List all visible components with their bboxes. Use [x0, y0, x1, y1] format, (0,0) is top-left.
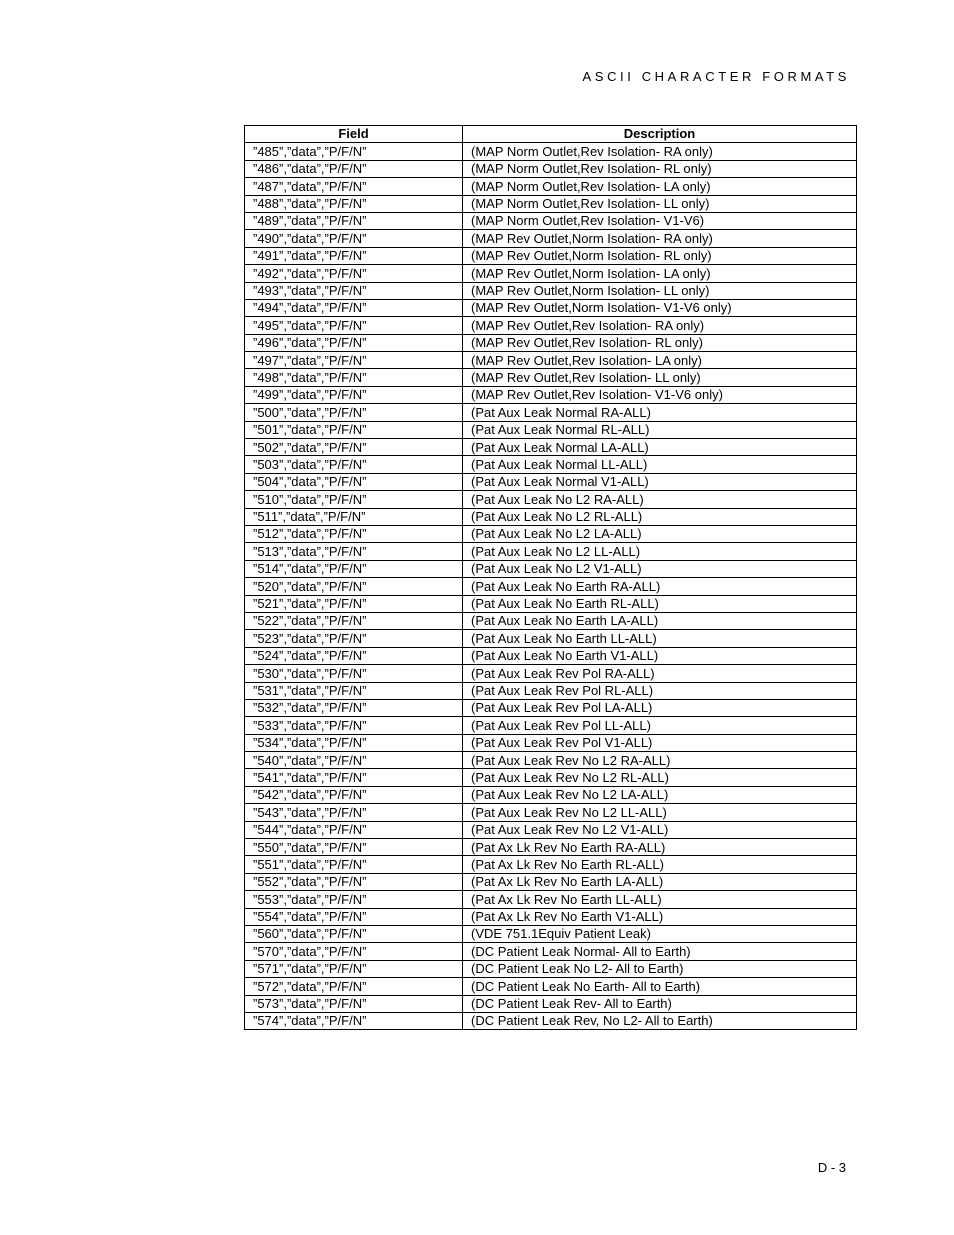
- description-cell: (Pat Aux Leak No L2 V1-ALL): [463, 560, 857, 577]
- table-row: [245, 734, 857, 751]
- table-row: [245, 752, 857, 769]
- table-row: [245, 439, 857, 456]
- field-cell: ”544”,”data”,”P/F/N”: [245, 821, 463, 838]
- description-cell: (Pat Ax Lk Rev No Earth LL-ALL): [463, 891, 857, 908]
- description-cell: (MAP Norm Outlet,Rev Isolation- LA only): [463, 178, 857, 195]
- table-row: [245, 508, 857, 525]
- page-header: ASCII CHARACTER FORMATS: [582, 69, 850, 84]
- field-cell: ”553”,”data”,”P/F/N”: [245, 891, 463, 908]
- field-cell: ”491”,”data”,”P/F/N”: [245, 247, 463, 264]
- field-cell: ”540”,”data”,”P/F/N”: [245, 752, 463, 769]
- field-cell: ”511”,”data”,”P/F/N”: [245, 508, 463, 525]
- description-cell: (Pat Aux Leak Rev No L2 V1-ALL): [463, 821, 857, 838]
- description-cell: (MAP Norm Outlet,Rev Isolation- V1-V6): [463, 212, 857, 229]
- table-row: [245, 282, 857, 299]
- field-cell: ”524”,”data”,”P/F/N”: [245, 647, 463, 664]
- description-cell: (MAP Rev Outlet,Rev Isolation- V1-V6 only): [463, 386, 857, 403]
- table-row: [245, 404, 857, 421]
- field-cell: ”497”,”data”,”P/F/N”: [245, 352, 463, 369]
- field-cell: ”550”,”data”,”P/F/N”: [245, 839, 463, 856]
- field-cell: ”543”,”data”,”P/F/N”: [245, 804, 463, 821]
- table-row: [245, 352, 857, 369]
- field-cell: ”498”,”data”,”P/F/N”: [245, 369, 463, 386]
- column-header-description: Description: [463, 126, 857, 143]
- field-cell: ”521”,”data”,”P/F/N”: [245, 595, 463, 612]
- description-cell: (Pat Aux Leak No L2 LA-ALL): [463, 525, 857, 542]
- field-cell: ”533”,”data”,”P/F/N”: [245, 717, 463, 734]
- description-cell: (MAP Norm Outlet,Rev Isolation- RA only): [463, 143, 857, 160]
- table-row: [245, 821, 857, 838]
- table-row: [245, 717, 857, 734]
- field-cell: ”503”,”data”,”P/F/N”: [245, 456, 463, 473]
- description-cell: (Pat Ax Lk Rev No Earth RA-ALL): [463, 839, 857, 856]
- table-row: [245, 769, 857, 786]
- description-cell: (Pat Aux Leak Rev Pol RL-ALL): [463, 682, 857, 699]
- table-row: [245, 1012, 857, 1029]
- table-row: [245, 543, 857, 560]
- table-row: [245, 299, 857, 316]
- field-cell: ”500”,”data”,”P/F/N”: [245, 404, 463, 421]
- field-cell: ”510”,”data”,”P/F/N”: [245, 491, 463, 508]
- description-cell: (MAP Rev Outlet,Rev Isolation- RL only): [463, 334, 857, 351]
- description-cell: (MAP Rev Outlet,Norm Isolation- RL only): [463, 247, 857, 264]
- description-cell: (Pat Ax Lk Rev No Earth V1-ALL): [463, 908, 857, 925]
- table-row: [245, 682, 857, 699]
- page-number: D - 3: [817, 1160, 846, 1175]
- table-row: [245, 473, 857, 490]
- table-row: [245, 491, 857, 508]
- description-cell: (Pat Aux Leak Rev Pol LL-ALL): [463, 717, 857, 734]
- description-cell: (Pat Aux Leak Normal LA-ALL): [463, 439, 857, 456]
- column-header-field: Field: [245, 126, 463, 143]
- field-cell: ”496”,”data”,”P/F/N”: [245, 334, 463, 351]
- description-cell: (Pat Aux Leak No L2 LL-ALL): [463, 543, 857, 560]
- table-row: [245, 560, 857, 577]
- table-row: [245, 647, 857, 664]
- table-row: [245, 665, 857, 682]
- field-cell: ”572”,”data”,”P/F/N”: [245, 978, 463, 995]
- field-cell: ”574”,”data”,”P/F/N”: [245, 1012, 463, 1029]
- description-cell: (Pat Aux Leak No Earth LA-ALL): [463, 612, 857, 629]
- table-row: [245, 178, 857, 195]
- description-cell: (MAP Norm Outlet,Rev Isolation- LL only): [463, 195, 857, 212]
- description-cell: (Pat Aux Leak Rev Pol V1-ALL): [463, 734, 857, 751]
- field-cell: ”570”,”data”,”P/F/N”: [245, 943, 463, 960]
- field-cell: ”514”,”data”,”P/F/N”: [245, 560, 463, 577]
- table-row: [245, 230, 857, 247]
- field-cell: ”502”,”data”,”P/F/N”: [245, 439, 463, 456]
- description-cell: (Pat Aux Leak Normal LL-ALL): [463, 456, 857, 473]
- table-row: [245, 925, 857, 942]
- table-row: [245, 786, 857, 803]
- field-cell: ”541”,”data”,”P/F/N”: [245, 769, 463, 786]
- description-cell: (Pat Aux Leak Rev No L2 RL-ALL): [463, 769, 857, 786]
- table-row: [245, 908, 857, 925]
- table-row: [245, 143, 857, 160]
- field-cell: ”552”,”data”,”P/F/N”: [245, 873, 463, 890]
- table-row: [245, 525, 857, 542]
- table-row: [245, 995, 857, 1012]
- field-cell: ”499”,”data”,”P/F/N”: [245, 386, 463, 403]
- description-cell: (Pat Aux Leak Normal RA-ALL): [463, 404, 857, 421]
- description-cell: (MAP Rev Outlet,Rev Isolation- LA only): [463, 352, 857, 369]
- description-cell: (MAP Rev Outlet,Rev Isolation- RA only): [463, 317, 857, 334]
- description-cell: (Pat Ax Lk Rev No Earth LA-ALL): [463, 873, 857, 890]
- description-cell: (Pat Aux Leak No Earth RL-ALL): [463, 595, 857, 612]
- table-row: [245, 856, 857, 873]
- table-row: [245, 804, 857, 821]
- field-cell: ”523”,”data”,”P/F/N”: [245, 630, 463, 647]
- table-row: [245, 369, 857, 386]
- table-row: [245, 212, 857, 229]
- table-row: [245, 891, 857, 908]
- table-row: [245, 421, 857, 438]
- field-cell: ”560”,”data”,”P/F/N”: [245, 925, 463, 942]
- field-cell: ”487”,”data”,”P/F/N”: [245, 178, 463, 195]
- field-cell: ”488”,”data”,”P/F/N”: [245, 195, 463, 212]
- table-row: [245, 943, 857, 960]
- description-cell: (Pat Aux Leak No Earth LL-ALL): [463, 630, 857, 647]
- table-row: [245, 873, 857, 890]
- table-row: [245, 839, 857, 856]
- table-row: [245, 578, 857, 595]
- table-row: [245, 456, 857, 473]
- field-cell: ”571”,”data”,”P/F/N”: [245, 960, 463, 977]
- field-cell: ”490”,”data”,”P/F/N”: [245, 230, 463, 247]
- field-cell: ”554”,”data”,”P/F/N”: [245, 908, 463, 925]
- description-cell: (Pat Aux Leak Rev No L2 LA-ALL): [463, 786, 857, 803]
- description-cell: (VDE 751.1Equiv Patient Leak): [463, 925, 857, 942]
- description-cell: (MAP Rev Outlet,Norm Isolation- RA only): [463, 230, 857, 247]
- field-cell: ”534”,”data”,”P/F/N”: [245, 734, 463, 751]
- description-cell: (Pat Aux Leak Normal RL-ALL): [463, 421, 857, 438]
- field-description-table: [244, 125, 857, 1030]
- description-cell: (DC Patient Leak No Earth- All to Earth): [463, 978, 857, 995]
- field-cell: ”486”,”data”,”P/F/N”: [245, 160, 463, 177]
- description-cell: (Pat Aux Leak No Earth V1-ALL): [463, 647, 857, 664]
- description-cell: (Pat Aux Leak Rev Pol RA-ALL): [463, 665, 857, 682]
- table-row: [245, 960, 857, 977]
- field-cell: ”495”,”data”,”P/F/N”: [245, 317, 463, 334]
- table-row: [245, 630, 857, 647]
- table-body: [245, 143, 857, 1030]
- field-cell: ”493”,”data”,”P/F/N”: [245, 282, 463, 299]
- field-cell: ”520”,”data”,”P/F/N”: [245, 578, 463, 595]
- description-cell: (DC Patient Leak Normal- All to Earth): [463, 943, 857, 960]
- description-cell: (DC Patient Leak No L2- All to Earth): [463, 960, 857, 977]
- table-row: [245, 386, 857, 403]
- field-cell: ”485”,”data”,”P/F/N”: [245, 143, 463, 160]
- description-cell: (Pat Aux Leak Rev No L2 RA-ALL): [463, 752, 857, 769]
- field-cell: ”504”,”data”,”P/F/N”: [245, 473, 463, 490]
- table-header-row: [245, 126, 857, 143]
- field-cell: ”551”,”data”,”P/F/N”: [245, 856, 463, 873]
- table-row: [245, 978, 857, 995]
- field-cell: ”531”,”data”,”P/F/N”: [245, 682, 463, 699]
- table-row: [245, 195, 857, 212]
- description-cell: (MAP Rev Outlet,Norm Isolation- V1-V6 only): [463, 299, 857, 316]
- table-row: [245, 160, 857, 177]
- field-cell: ”542”,”data”,”P/F/N”: [245, 786, 463, 803]
- table-row: [245, 612, 857, 629]
- field-cell: ”494”,”data”,”P/F/N”: [245, 299, 463, 316]
- field-cell: ”501”,”data”,”P/F/N”: [245, 421, 463, 438]
- description-cell: (DC Patient Leak Rev- All to Earth): [463, 995, 857, 1012]
- description-cell: (Pat Aux Leak No Earth RA-ALL): [463, 578, 857, 595]
- description-cell: (DC Patient Leak Rev, No L2- All to Earth): [463, 1012, 857, 1029]
- field-cell: ”573”,”data”,”P/F/N”: [245, 995, 463, 1012]
- table-row: [245, 265, 857, 282]
- table-row: [245, 317, 857, 334]
- field-cell: ”492”,”data”,”P/F/N”: [245, 265, 463, 282]
- description-cell: (MAP Rev Outlet,Rev Isolation- LL only): [463, 369, 857, 386]
- field-cell: ”512”,”data”,”P/F/N”: [245, 525, 463, 542]
- field-cell: ”530”,”data”,”P/F/N”: [245, 665, 463, 682]
- table-row: [245, 699, 857, 716]
- description-cell: (Pat Ax Lk Rev No Earth RL-ALL): [463, 856, 857, 873]
- field-cell: ”513”,”data”,”P/F/N”: [245, 543, 463, 560]
- table-row: [245, 247, 857, 264]
- description-cell: (Pat Aux Leak No L2 RA-ALL): [463, 491, 857, 508]
- description-cell: (MAP Rev Outlet,Norm Isolation- LL only): [463, 282, 857, 299]
- table-row: [245, 334, 857, 351]
- field-cell: ”522”,”data”,”P/F/N”: [245, 612, 463, 629]
- table-row: [245, 595, 857, 612]
- description-cell: (Pat Aux Leak No L2 RL-ALL): [463, 508, 857, 525]
- description-cell: (MAP Norm Outlet,Rev Isolation- RL only): [463, 160, 857, 177]
- description-cell: (Pat Aux Leak Rev Pol LA-ALL): [463, 699, 857, 716]
- description-cell: (Pat Aux Leak Normal V1-ALL): [463, 473, 857, 490]
- description-cell: (Pat Aux Leak Rev No L2 LL-ALL): [463, 804, 857, 821]
- field-cell: ”489”,”data”,”P/F/N”: [245, 212, 463, 229]
- description-cell: (MAP Rev Outlet,Norm Isolation- LA only): [463, 265, 857, 282]
- field-cell: ”532”,”data”,”P/F/N”: [245, 699, 463, 716]
